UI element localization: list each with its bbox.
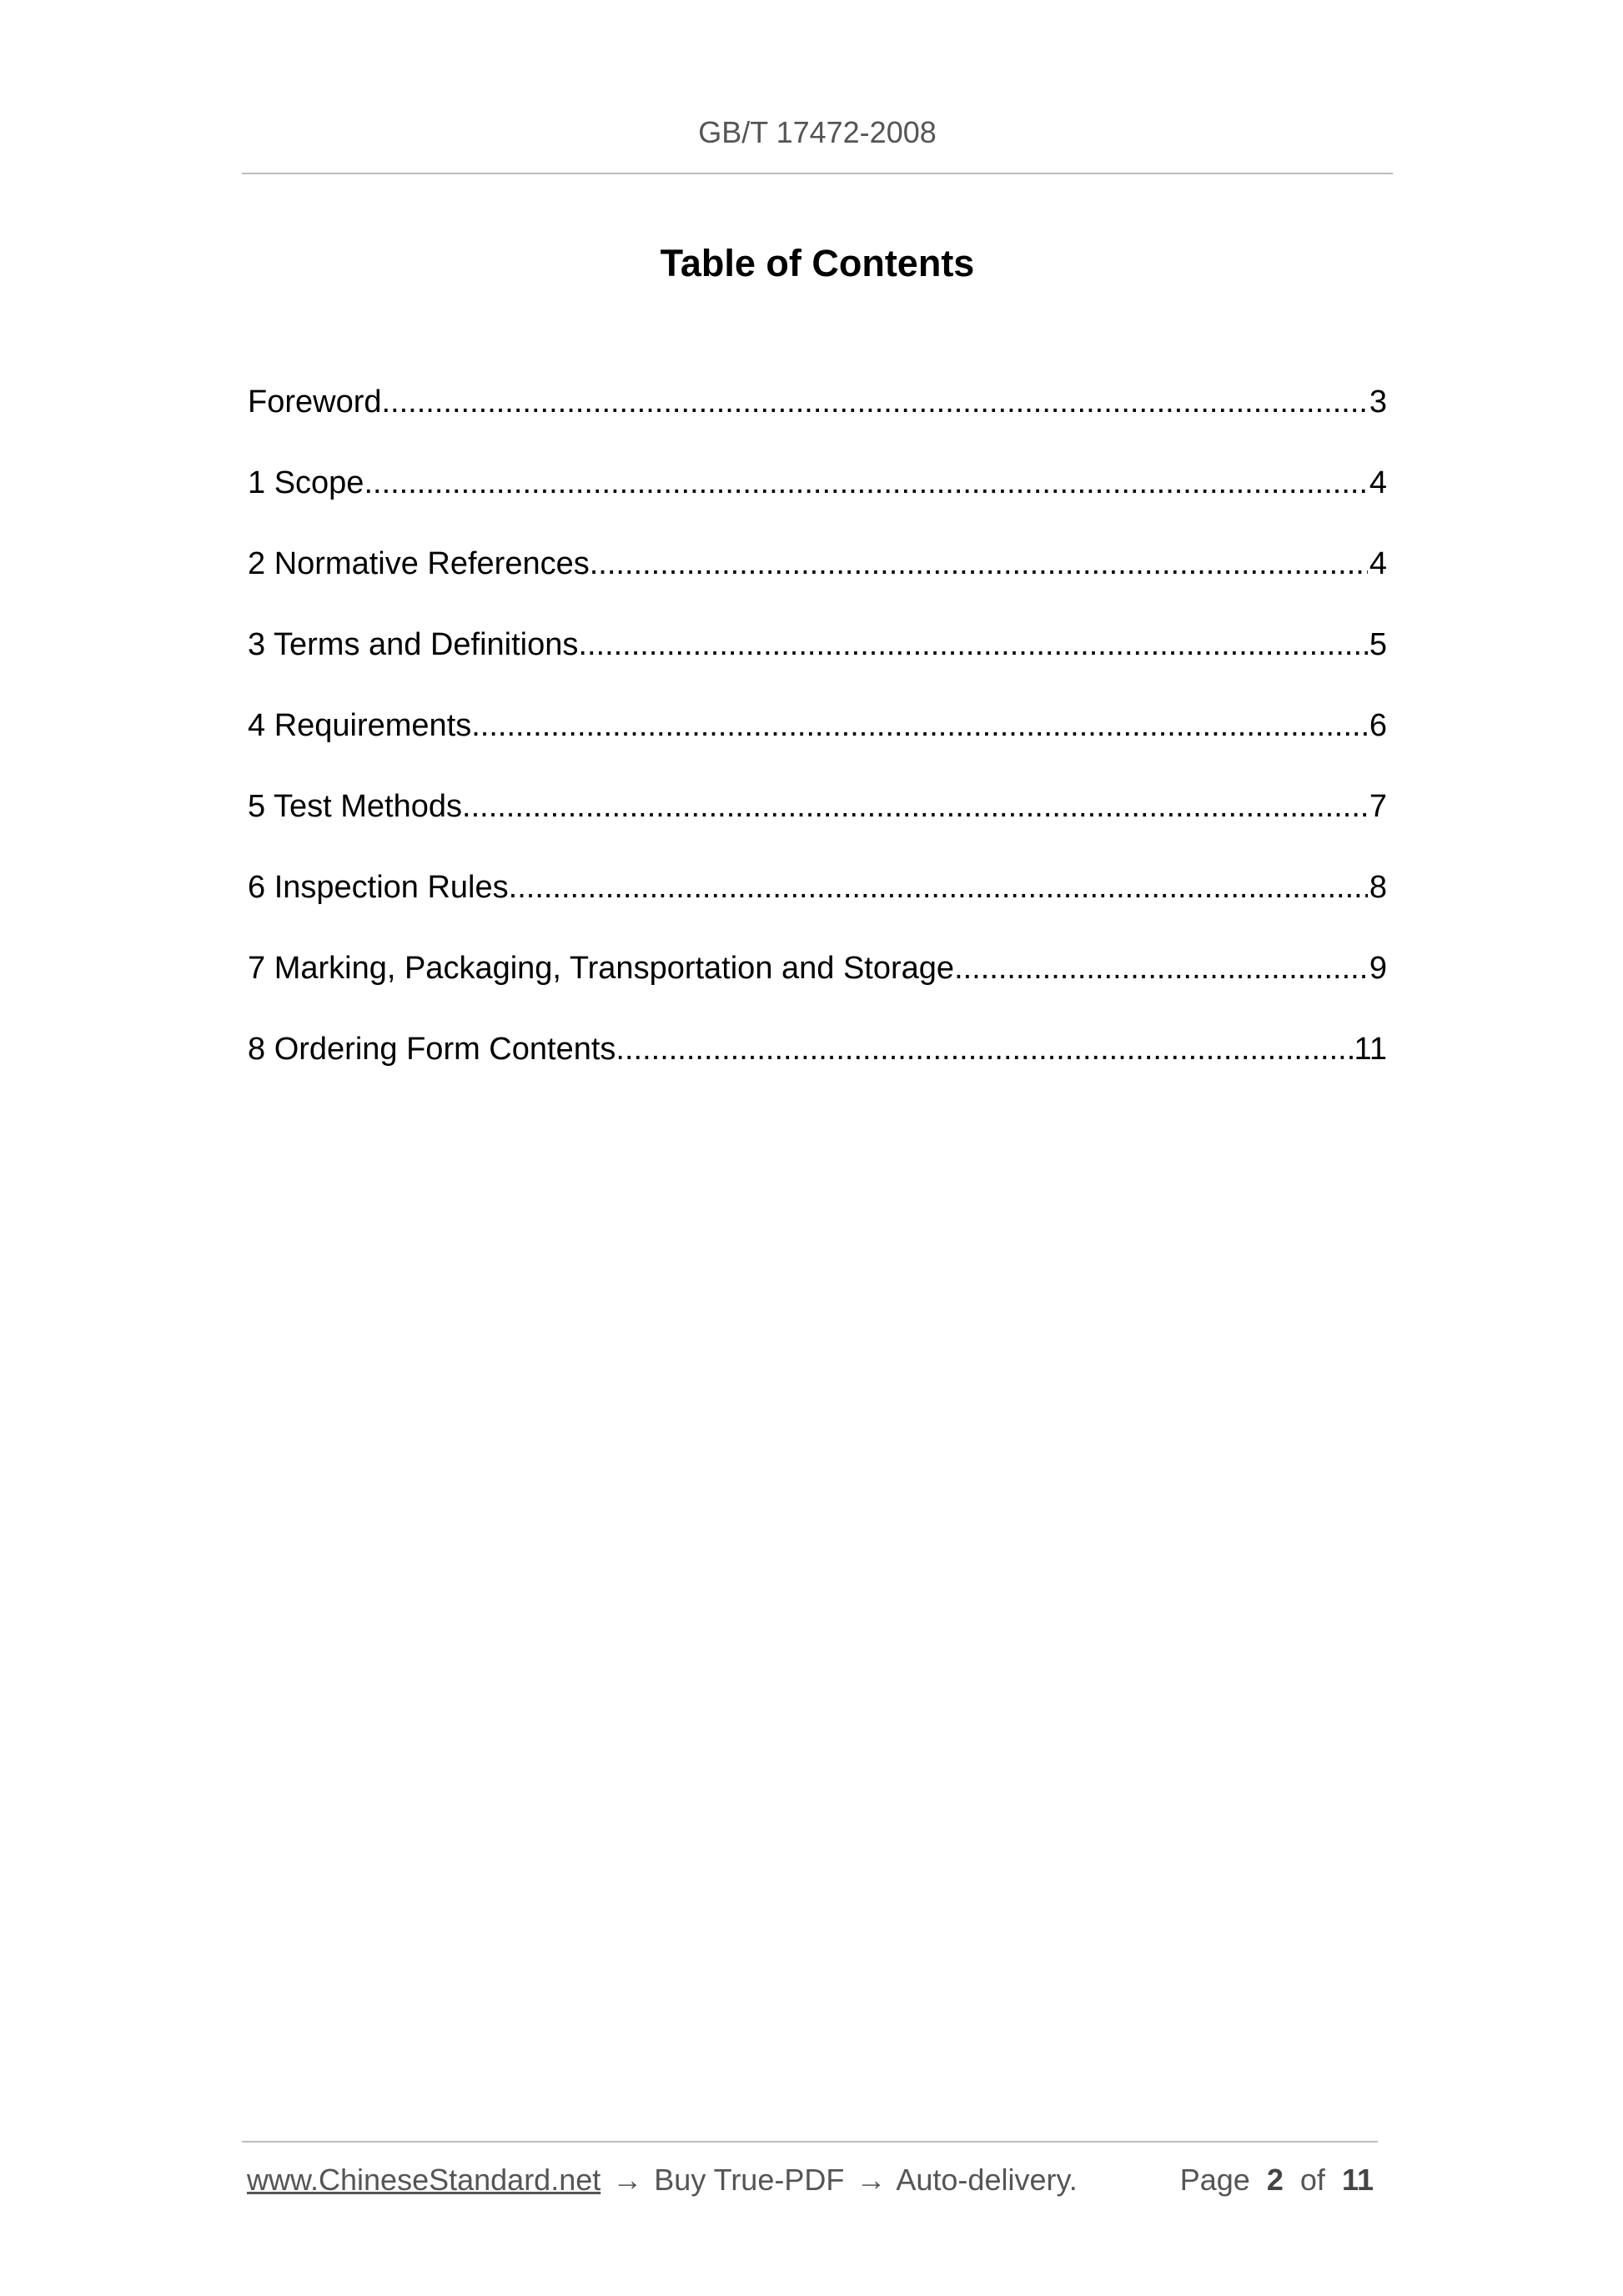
current-page-number: 2 bbox=[1266, 2163, 1284, 2197]
toc-dot-leader bbox=[382, 375, 1368, 429]
toc-entry-label: 7 Marking, Packaging, Transportation and Storage bbox=[248, 951, 955, 986]
toc-dot-leader bbox=[471, 699, 1368, 752]
toc-entry-page: 7 bbox=[1369, 789, 1387, 824]
toc-entry-test-methods[interactable] bbox=[248, 780, 1387, 861]
toc-entry-page: 6 bbox=[1369, 708, 1387, 743]
toc-entry-page: 4 bbox=[1369, 546, 1387, 581]
toc-dot-leader bbox=[954, 942, 1368, 995]
toc-entry-scope[interactable] bbox=[248, 456, 1387, 537]
page-footer bbox=[247, 2163, 1378, 2198]
toc-dot-leader bbox=[509, 861, 1368, 914]
toc-entry-label: 4 Requirements bbox=[248, 708, 472, 743]
toc-entry-page: 8 bbox=[1369, 870, 1387, 905]
page-word: Page bbox=[1179, 2163, 1250, 2197]
toc-entry-page: 9 bbox=[1369, 951, 1387, 986]
footer-divider bbox=[242, 2141, 1378, 2143]
toc-entry-ordering-form-contents[interactable] bbox=[248, 1022, 1387, 1103]
toc-dot-leader bbox=[364, 456, 1367, 510]
footer-promo bbox=[247, 2163, 1078, 2198]
toc-dot-leader bbox=[590, 537, 1368, 590]
toc-dot-leader bbox=[578, 618, 1367, 671]
toc-entry-label: 2 Normative References bbox=[248, 546, 590, 581]
toc-dot-leader bbox=[616, 1022, 1352, 1076]
site-link[interactable]: www.ChineseStandard.net bbox=[247, 2163, 601, 2197]
toc-entry-label: 3 Terms and Definitions bbox=[248, 627, 579, 662]
toc-entry-label: 8 Ordering Form Contents bbox=[248, 1032, 616, 1067]
toc-entry-page: 3 bbox=[1369, 384, 1387, 420]
toc-entry-terms-and-definitions[interactable] bbox=[248, 618, 1387, 699]
toc-entry-label: 6 Inspection Rules bbox=[248, 870, 509, 905]
toc-entry-label: 1 Scope bbox=[248, 465, 364, 500]
document-header: GB/T 17472-2008 bbox=[698, 115, 937, 149]
toc-entry-page: 5 bbox=[1369, 627, 1387, 662]
header-divider bbox=[242, 173, 1393, 174]
toc-dot-leader bbox=[462, 780, 1368, 833]
toc-entry-page: 4 bbox=[1369, 465, 1387, 500]
arrow-right-icon: → bbox=[612, 2163, 643, 2197]
toc-entry-marking-packaging[interactable] bbox=[248, 942, 1387, 1022]
toc-title: Table of Contents bbox=[660, 242, 975, 284]
page-indicator bbox=[1180, 2163, 1378, 2198]
delivery-text: Auto-delivery. bbox=[896, 2163, 1078, 2197]
toc-list bbox=[248, 375, 1387, 1103]
arrow-right-icon: → bbox=[856, 2163, 887, 2197]
toc-entry-foreword[interactable] bbox=[248, 375, 1387, 456]
toc-entry-label: Foreword bbox=[248, 384, 382, 420]
toc-entry-normative-references[interactable] bbox=[248, 537, 1387, 618]
toc-entry-label: 5 Test Methods bbox=[248, 789, 463, 824]
total-pages-number: 11 bbox=[1341, 2163, 1374, 2197]
toc-entry-requirements[interactable] bbox=[248, 699, 1387, 780]
of-word: of bbox=[1299, 2163, 1325, 2197]
toc-entry-page: 11 bbox=[1354, 1032, 1387, 1067]
buy-text: Buy True-PDF bbox=[654, 2163, 845, 2197]
toc-entry-inspection-rules[interactable] bbox=[248, 861, 1387, 942]
